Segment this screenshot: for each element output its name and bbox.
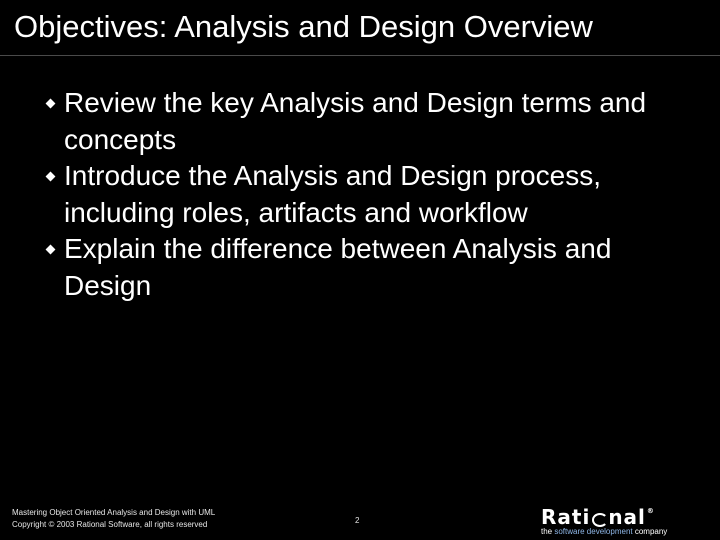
course-title: Mastering Object Oriented Analysis and Design with UML — [12, 508, 216, 517]
objective-text: Introduce the Analysis and Design process, including roles, artifacts and workflow — [64, 160, 601, 228]
slide-title: Objectives: Analysis and Design Overview — [14, 9, 593, 44]
logo-swoosh-icon — [592, 513, 606, 525]
page-number: 2 — [355, 516, 360, 525]
footer-credits — [12, 507, 215, 531]
logo-wordmark — [541, 506, 655, 528]
title-divider — [0, 55, 720, 56]
tagline-accent: software development — [554, 527, 633, 536]
objectives-list — [44, 85, 704, 304]
objective-item — [44, 85, 704, 158]
registered-mark: ® — [646, 507, 655, 515]
diamond-bullet-icon — [46, 99, 56, 109]
objective-item — [44, 231, 704, 304]
objective-text: Review the key Analysis and Design terms and concepts — [64, 87, 647, 155]
tagline-end: company — [632, 527, 668, 536]
rational-logo — [541, 506, 711, 538]
logo-tagline — [541, 527, 667, 537]
logo-wordmark-start: Rati — [541, 505, 591, 529]
diamond-bullet-icon — [46, 245, 56, 255]
logo-wordmark-end: nal — [608, 505, 646, 529]
diamond-bullet-icon — [46, 172, 56, 182]
tagline-start: the — [541, 527, 555, 536]
objective-text: Explain the difference between Analysis and Design — [64, 233, 612, 301]
copyright-notice: Copyright © 2003 Rational Software, all rights reserved — [12, 520, 208, 529]
objective-item — [44, 158, 704, 231]
